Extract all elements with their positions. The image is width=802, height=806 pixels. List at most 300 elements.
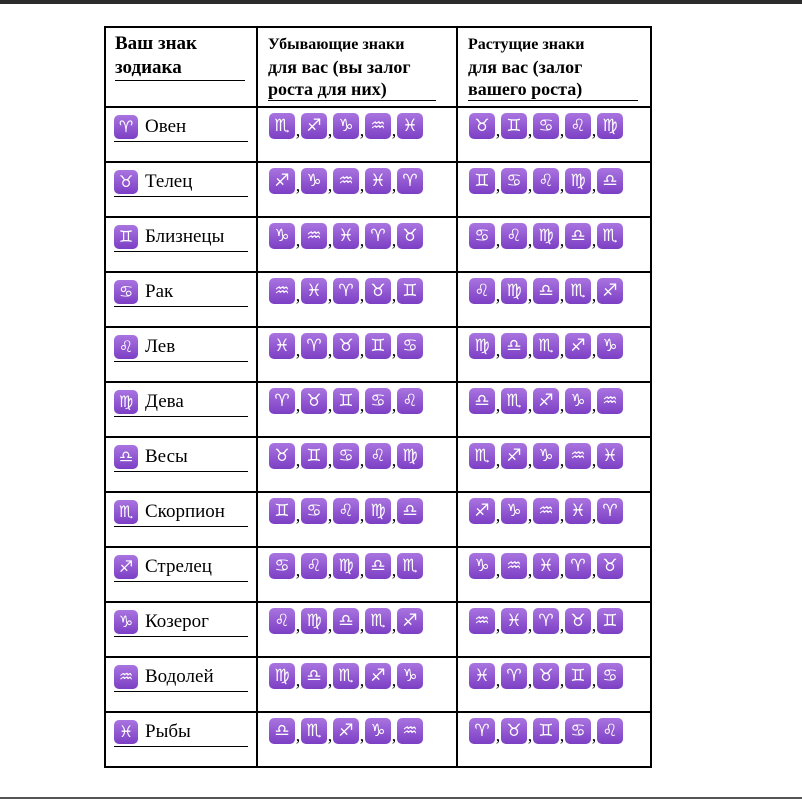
sign-name: Скорпион <box>145 501 225 522</box>
separator: , <box>327 285 333 305</box>
table-row <box>105 657 651 712</box>
separator: , <box>359 615 365 635</box>
aries-icon: ♈︎ <box>114 115 138 139</box>
separator: , <box>591 120 597 140</box>
aquarius-icon: ♒︎ <box>501 553 527 579</box>
cancer-icon: ♋︎ <box>365 388 391 414</box>
leo-icon: ♌︎ <box>333 498 359 524</box>
capricorn-icon: ♑︎ <box>597 333 623 359</box>
separator: , <box>327 560 333 580</box>
virgo-icon: ♍︎ <box>565 168 591 194</box>
aquarius-icon: ♒︎ <box>565 443 591 469</box>
sign-name: Дева <box>145 391 184 412</box>
header-decreasing-bold: Убывающие знаки <box>268 36 405 53</box>
separator: , <box>591 725 597 745</box>
decreasing-signs <box>269 113 456 139</box>
separator: , <box>391 285 397 305</box>
libra-icon: ♎︎ <box>269 718 295 744</box>
separator: , <box>527 230 533 250</box>
taurus-icon: ♉︎ <box>501 718 527 744</box>
increasing-cell <box>457 272 651 327</box>
increasing-cell <box>457 327 651 382</box>
separator: , <box>591 560 597 580</box>
separator: , <box>527 175 533 195</box>
increasing-cell <box>457 602 651 657</box>
separator: , <box>495 725 501 745</box>
sign-cell <box>105 602 257 657</box>
taurus-icon: ♉︎ <box>269 443 295 469</box>
capricorn-icon: ♑︎ <box>365 718 391 744</box>
separator: , <box>559 230 565 250</box>
gemini-icon: ♊︎ <box>565 663 591 689</box>
decreasing-cell <box>257 272 457 327</box>
separator: , <box>359 560 365 580</box>
separator: , <box>327 120 333 140</box>
separator: , <box>391 505 397 525</box>
separator: , <box>591 340 597 360</box>
gemini-icon: ♊︎ <box>469 168 495 194</box>
separator: , <box>327 725 333 745</box>
sign-name: Водолей <box>145 666 214 687</box>
table-row <box>105 107 651 162</box>
separator: , <box>391 560 397 580</box>
aquarius-icon: ♒︎ <box>533 498 559 524</box>
taurus-icon: ♉︎ <box>565 608 591 634</box>
separator: , <box>591 505 597 525</box>
virgo-icon: ♍︎ <box>397 443 423 469</box>
increasing-signs <box>469 443 650 469</box>
capricorn-icon: ♑︎ <box>469 553 495 579</box>
increasing-signs <box>469 223 650 249</box>
separator: , <box>327 340 333 360</box>
table-body <box>105 107 651 767</box>
increasing-signs <box>469 608 650 634</box>
separator: , <box>327 615 333 635</box>
aquarius-icon: ♒︎ <box>469 608 495 634</box>
separator: , <box>391 120 397 140</box>
separator: , <box>591 450 597 470</box>
separator: , <box>327 395 333 415</box>
increasing-signs <box>469 278 650 304</box>
separator: , <box>359 175 365 195</box>
aries-icon: ♈︎ <box>333 278 359 304</box>
sign-cell <box>105 107 257 162</box>
sagittarius-icon: ♐︎ <box>301 113 327 139</box>
decreasing-cell <box>257 492 457 547</box>
increasing-cell <box>457 657 651 712</box>
sign-cell <box>105 382 257 437</box>
separator: , <box>295 230 301 250</box>
decreasing-cell <box>257 602 457 657</box>
decreasing-signs <box>269 223 456 249</box>
separator: , <box>559 505 565 525</box>
scorpio-icon: ♏︎ <box>365 608 391 634</box>
sign-cell <box>105 217 257 272</box>
aries-icon: ♈︎ <box>301 333 327 359</box>
sign-cell <box>105 712 257 767</box>
decreasing-cell <box>257 217 457 272</box>
aries-icon: ♈︎ <box>397 168 423 194</box>
gemini-icon: ♊︎ <box>333 388 359 414</box>
separator: , <box>559 175 565 195</box>
scorpio-icon: ♏︎ <box>469 443 495 469</box>
bottom-divider <box>0 797 802 799</box>
separator: , <box>327 670 333 690</box>
separator: , <box>359 725 365 745</box>
separator: , <box>559 285 565 305</box>
increasing-cell <box>457 547 651 602</box>
increasing-cell <box>457 162 651 217</box>
sign-name: Близнецы <box>145 226 225 247</box>
separator: , <box>527 725 533 745</box>
sagittarius-icon: ♐︎ <box>397 608 423 634</box>
leo-icon: ♌︎ <box>269 608 295 634</box>
separator: , <box>327 230 333 250</box>
separator: , <box>495 670 501 690</box>
separator: , <box>391 450 397 470</box>
separator: , <box>327 505 333 525</box>
aries-icon: ♈︎ <box>533 608 559 634</box>
capricorn-icon: ♑︎ <box>114 610 138 634</box>
separator: , <box>391 175 397 195</box>
separator: , <box>527 285 533 305</box>
gemini-icon: ♊︎ <box>533 718 559 744</box>
decreasing-cell <box>257 107 457 162</box>
decreasing-signs <box>269 718 456 744</box>
separator: , <box>327 450 333 470</box>
decreasing-signs <box>269 663 456 689</box>
separator: , <box>527 615 533 635</box>
separator: , <box>295 175 301 195</box>
decreasing-signs <box>269 498 456 524</box>
separator: , <box>591 670 597 690</box>
gemini-icon: ♊︎ <box>269 498 295 524</box>
separator: , <box>391 340 397 360</box>
table-row <box>105 162 651 217</box>
taurus-icon: ♉︎ <box>333 333 359 359</box>
capricorn-icon: ♑︎ <box>565 388 591 414</box>
cancer-icon: ♋︎ <box>533 113 559 139</box>
sign-name: Рыбы <box>145 721 191 742</box>
sagittarius-icon: ♐︎ <box>365 663 391 689</box>
increasing-signs <box>469 663 650 689</box>
decreasing-cell <box>257 382 457 437</box>
separator: , <box>295 120 301 140</box>
increasing-cell <box>457 217 651 272</box>
scorpio-icon: ♏︎ <box>333 663 359 689</box>
sign-name: Рак <box>145 281 174 302</box>
pisces-icon: ♓︎ <box>333 223 359 249</box>
separator: , <box>559 725 565 745</box>
increasing-cell <box>457 492 651 547</box>
separator: , <box>559 560 565 580</box>
virgo-icon: ♍︎ <box>269 663 295 689</box>
separator: , <box>591 285 597 305</box>
top-bar <box>0 0 802 4</box>
leo-icon: ♌︎ <box>469 278 495 304</box>
aries-icon: ♈︎ <box>565 553 591 579</box>
increasing-signs <box>469 498 650 524</box>
aquarius-icon: ♒︎ <box>397 718 423 744</box>
libra-icon: ♎︎ <box>597 168 623 194</box>
sign-name: Лев <box>145 336 176 357</box>
pisces-icon: ♓︎ <box>114 720 138 744</box>
libra-icon: ♎︎ <box>565 223 591 249</box>
sign-cell <box>105 657 257 712</box>
libra-icon: ♎︎ <box>114 445 138 469</box>
sagittarius-icon: ♐︎ <box>533 388 559 414</box>
aquarius-icon: ♒︎ <box>114 665 138 689</box>
libra-icon: ♎︎ <box>397 498 423 524</box>
separator: , <box>495 450 501 470</box>
separator: , <box>527 560 533 580</box>
cancer-icon: ♋︎ <box>565 718 591 744</box>
separator: , <box>295 340 301 360</box>
separator: , <box>495 120 501 140</box>
scorpio-icon: ♏︎ <box>533 333 559 359</box>
taurus-icon: ♉︎ <box>301 388 327 414</box>
separator: , <box>359 230 365 250</box>
separator: , <box>495 615 501 635</box>
separator: , <box>391 725 397 745</box>
pisces-icon: ♓︎ <box>365 168 391 194</box>
aquarius-icon: ♒︎ <box>333 168 359 194</box>
gemini-icon: ♊︎ <box>365 333 391 359</box>
separator: , <box>295 670 301 690</box>
separator: , <box>391 670 397 690</box>
separator: , <box>495 560 501 580</box>
aries-icon: ♈︎ <box>269 388 295 414</box>
separator: , <box>295 725 301 745</box>
scorpio-icon: ♏︎ <box>597 223 623 249</box>
pisces-icon: ♓︎ <box>397 113 423 139</box>
separator: , <box>359 505 365 525</box>
separator: , <box>527 340 533 360</box>
decreasing-signs <box>269 333 456 359</box>
separator: , <box>495 230 501 250</box>
aquarius-icon: ♒︎ <box>365 113 391 139</box>
leo-icon: ♌︎ <box>501 223 527 249</box>
separator: , <box>527 395 533 415</box>
decreasing-cell <box>257 437 457 492</box>
header-your-sign-line1: Ваш знак <box>115 33 197 54</box>
virgo-icon: ♍︎ <box>501 278 527 304</box>
cancer-icon: ♋︎ <box>397 333 423 359</box>
increasing-cell <box>457 437 651 492</box>
libra-icon: ♎︎ <box>301 663 327 689</box>
leo-icon: ♌︎ <box>533 168 559 194</box>
header-increasing-bold: Растущие знаки <box>468 36 585 53</box>
pisces-icon: ♓︎ <box>533 553 559 579</box>
separator: , <box>559 450 565 470</box>
increasing-signs <box>469 388 650 414</box>
separator: , <box>495 395 501 415</box>
increasing-signs <box>469 718 650 744</box>
leo-icon: ♌︎ <box>365 443 391 469</box>
decreasing-cell <box>257 547 457 602</box>
virgo-icon: ♍︎ <box>333 553 359 579</box>
separator: , <box>591 615 597 635</box>
increasing-cell <box>457 712 651 767</box>
separator: , <box>559 670 565 690</box>
aquarius-icon: ♒︎ <box>269 278 295 304</box>
cancer-icon: ♋︎ <box>269 553 295 579</box>
separator: , <box>559 120 565 140</box>
sagittarius-icon: ♐︎ <box>114 555 138 579</box>
leo-icon: ♌︎ <box>597 718 623 744</box>
table-row <box>105 492 651 547</box>
virgo-icon: ♍︎ <box>597 113 623 139</box>
cancer-icon: ♋︎ <box>301 498 327 524</box>
header-decreasing <box>257 27 457 107</box>
separator: , <box>295 560 301 580</box>
separator: , <box>327 175 333 195</box>
increasing-cell <box>457 107 651 162</box>
libra-icon: ♎︎ <box>533 278 559 304</box>
sagittarius-icon: ♐︎ <box>565 333 591 359</box>
gemini-icon: ♊︎ <box>301 443 327 469</box>
increasing-cell <box>457 382 651 437</box>
sagittarius-icon: ♐︎ <box>269 168 295 194</box>
table-row <box>105 437 651 492</box>
header-decreasing-line3: роста для них) <box>268 79 387 99</box>
sagittarius-icon: ♐︎ <box>469 498 495 524</box>
header-your-sign-line2: зодиака <box>115 57 182 78</box>
scorpio-icon: ♏︎ <box>301 718 327 744</box>
gemini-icon: ♊︎ <box>501 113 527 139</box>
separator: , <box>359 450 365 470</box>
header-decreasing-line2: для вас (вы залог <box>268 57 411 77</box>
taurus-icon: ♉︎ <box>469 113 495 139</box>
separator: , <box>527 120 533 140</box>
decreasing-signs <box>269 278 456 304</box>
scorpio-icon: ♏︎ <box>565 278 591 304</box>
sign-name: Стрелец <box>145 556 212 577</box>
sign-name: Овен <box>145 116 187 137</box>
cancer-icon: ♋︎ <box>597 663 623 689</box>
libra-icon: ♎︎ <box>365 553 391 579</box>
decreasing-signs <box>269 168 456 194</box>
leo-icon: ♌︎ <box>397 388 423 414</box>
decreasing-cell <box>257 712 457 767</box>
decreasing-cell <box>257 657 457 712</box>
virgo-icon: ♍︎ <box>533 223 559 249</box>
decreasing-cell <box>257 327 457 382</box>
taurus-icon: ♉︎ <box>397 223 423 249</box>
pisces-icon: ♓︎ <box>269 333 295 359</box>
pisces-icon: ♓︎ <box>597 443 623 469</box>
separator: , <box>295 505 301 525</box>
sign-cell <box>105 492 257 547</box>
separator: , <box>495 175 501 195</box>
separator: , <box>591 230 597 250</box>
gemini-icon: ♊︎ <box>597 608 623 634</box>
table-row <box>105 602 651 657</box>
zodiac-table <box>104 26 652 768</box>
aries-icon: ♈︎ <box>501 663 527 689</box>
table-row <box>105 712 651 767</box>
sign-cell <box>105 272 257 327</box>
separator: , <box>359 340 365 360</box>
sagittarius-icon: ♐︎ <box>501 443 527 469</box>
separator: , <box>359 395 365 415</box>
cancer-icon: ♋︎ <box>114 280 138 304</box>
decreasing-signs <box>269 388 456 414</box>
cancer-icon: ♋︎ <box>333 443 359 469</box>
aries-icon: ♈︎ <box>365 223 391 249</box>
cancer-icon: ♋︎ <box>469 223 495 249</box>
table-row <box>105 547 651 602</box>
gemini-icon: ♊︎ <box>397 278 423 304</box>
separator: , <box>295 615 301 635</box>
separator: , <box>527 670 533 690</box>
separator: , <box>495 285 501 305</box>
separator: , <box>591 395 597 415</box>
pisces-icon: ♓︎ <box>469 663 495 689</box>
pisces-icon: ♓︎ <box>501 608 527 634</box>
separator: , <box>527 450 533 470</box>
scorpio-icon: ♏︎ <box>397 553 423 579</box>
separator: , <box>591 175 597 195</box>
separator: , <box>495 340 501 360</box>
libra-icon: ♎︎ <box>469 388 495 414</box>
scorpio-icon: ♏︎ <box>114 500 138 524</box>
table-row <box>105 272 651 327</box>
header-row <box>105 27 651 107</box>
capricorn-icon: ♑︎ <box>533 443 559 469</box>
virgo-icon: ♍︎ <box>114 390 138 414</box>
capricorn-icon: ♑︎ <box>333 113 359 139</box>
pisces-icon: ♓︎ <box>301 278 327 304</box>
sign-name: Весы <box>145 446 188 467</box>
increasing-signs <box>469 113 650 139</box>
leo-icon: ♌︎ <box>114 335 138 359</box>
decreasing-signs <box>269 553 456 579</box>
sign-cell <box>105 437 257 492</box>
separator: , <box>391 230 397 250</box>
virgo-icon: ♍︎ <box>365 498 391 524</box>
taurus-icon: ♉︎ <box>533 663 559 689</box>
separator: , <box>559 615 565 635</box>
capricorn-icon: ♑︎ <box>501 498 527 524</box>
scorpio-icon: ♏︎ <box>269 113 295 139</box>
sign-name: Телец <box>145 171 193 192</box>
separator: , <box>559 340 565 360</box>
taurus-icon: ♉︎ <box>365 278 391 304</box>
sign-cell <box>105 162 257 217</box>
header-increasing-line3: вашего роста) <box>468 79 583 99</box>
leo-icon: ♌︎ <box>301 553 327 579</box>
virgo-icon: ♍︎ <box>301 608 327 634</box>
capricorn-icon: ♑︎ <box>269 223 295 249</box>
scorpio-icon: ♏︎ <box>501 388 527 414</box>
cancer-icon: ♋︎ <box>501 168 527 194</box>
aries-icon: ♈︎ <box>469 718 495 744</box>
leo-icon: ♌︎ <box>565 113 591 139</box>
decreasing-cell <box>257 162 457 217</box>
table-row <box>105 327 651 382</box>
increasing-signs <box>469 168 650 194</box>
separator: , <box>359 120 365 140</box>
header-your-sign <box>105 27 257 107</box>
libra-icon: ♎︎ <box>501 333 527 359</box>
aries-icon: ♈︎ <box>597 498 623 524</box>
separator: , <box>295 395 301 415</box>
separator: , <box>527 505 533 525</box>
separator: , <box>559 395 565 415</box>
separator: , <box>359 670 365 690</box>
gemini-icon: ♊︎ <box>114 225 138 249</box>
